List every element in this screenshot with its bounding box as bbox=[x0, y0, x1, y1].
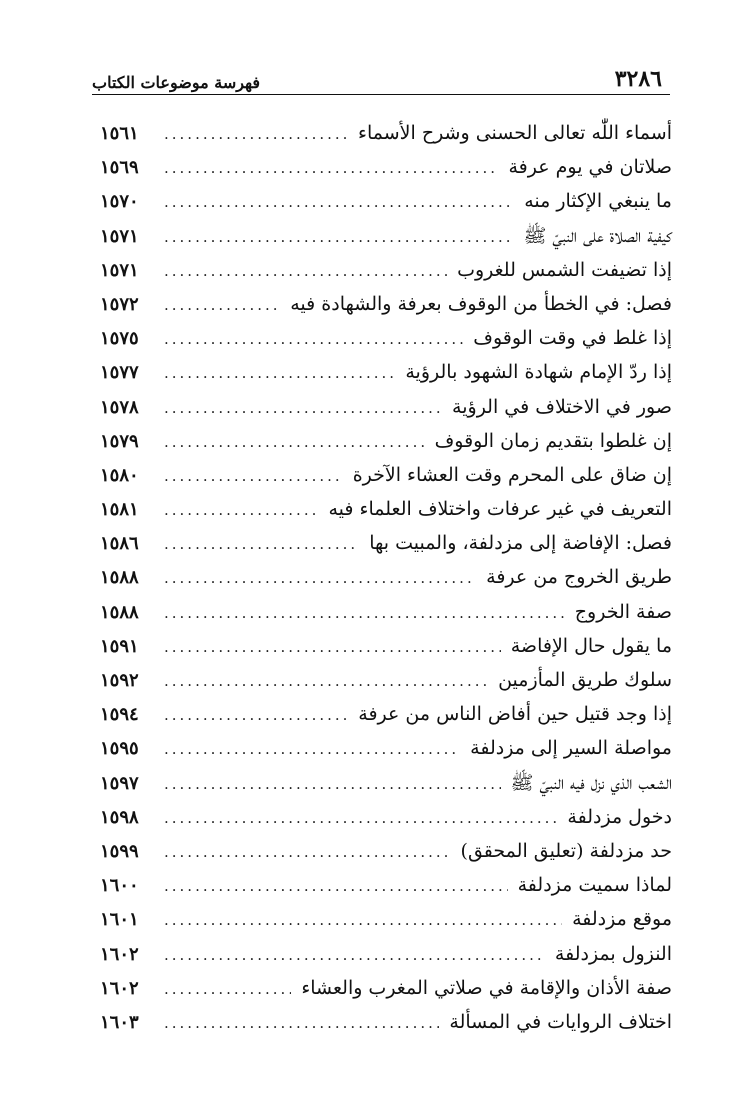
toc-entry bbox=[100, 937, 672, 971]
entry-page-number: ١٦٠٣ bbox=[100, 1011, 139, 1033]
dot-leader bbox=[164, 254, 447, 288]
entry-page-number: ١٥٩١ bbox=[100, 635, 139, 657]
entry-page-number: ١٥٧٥ bbox=[100, 328, 139, 350]
entry-page-number: ١٥٧٨ bbox=[100, 396, 139, 418]
dot-leader bbox=[164, 630, 501, 664]
running-title: فهرسة موضوعات الكتاب bbox=[92, 73, 261, 92]
dot-leader bbox=[164, 391, 442, 425]
entry-page-number: ١٥٨٨ bbox=[100, 567, 139, 589]
dot-leader bbox=[164, 698, 348, 732]
entry-page-number: ١٥٨٨ bbox=[100, 601, 139, 623]
entry-title: إذا وجد قتيل حين أفاض الناس من عرفة bbox=[358, 703, 672, 726]
entry-title: لماذا سميت مزدلفة bbox=[517, 874, 672, 897]
toc-entry bbox=[100, 321, 672, 355]
dot-leader bbox=[164, 322, 463, 356]
toc-entry bbox=[100, 458, 672, 492]
toc-entry bbox=[100, 492, 672, 526]
dot-leader bbox=[164, 596, 565, 630]
entry-title: حد مزدلفة (تعليق المحقق) bbox=[460, 839, 672, 862]
dot-leader bbox=[164, 903, 562, 937]
entry-title: طريق الخروج من عرفة bbox=[486, 566, 672, 589]
toc-entry bbox=[100, 253, 672, 287]
toc-entry bbox=[100, 595, 672, 629]
entry-title: كيفية الصلاة على النبيّ ﷺ bbox=[523, 224, 672, 247]
entry-page-number: ١٥٧٧ bbox=[100, 362, 139, 384]
dot-leader bbox=[164, 288, 280, 322]
table-of-contents bbox=[100, 116, 672, 1039]
entry-page-number: ١٥٨٠ bbox=[100, 464, 139, 486]
entry-page-number: ١٦٠٢ bbox=[100, 977, 139, 999]
dot-leader bbox=[164, 938, 545, 972]
entry-page-number: ١٥٩٢ bbox=[100, 670, 139, 691]
toc-entry bbox=[100, 560, 672, 594]
entry-title: فصل: الإفاضة إلى مزدلفة، والمبيت بها bbox=[369, 532, 672, 555]
dot-leader bbox=[164, 151, 499, 185]
dot-leader bbox=[164, 972, 291, 1006]
entry-title: إذا تضيفت الشمس للغروب bbox=[457, 258, 672, 281]
page-number: ٣٢٨٦ bbox=[614, 66, 662, 92]
entry-page-number: ١٥٧٠ bbox=[100, 191, 139, 213]
toc-entry bbox=[100, 800, 672, 834]
entry-page-number: ١٥٩٤ bbox=[100, 704, 139, 726]
dot-leader bbox=[164, 732, 460, 766]
entry-title: سلوك طريق المأزمين bbox=[498, 669, 672, 691]
toc-entry bbox=[100, 697, 672, 731]
entry-page-number: ١٥٩٥ bbox=[100, 738, 139, 760]
toc-entry bbox=[100, 629, 672, 663]
toc-entry bbox=[100, 219, 672, 253]
entry-title: التعريف في غير عرفات واختلاف العلماء فيه bbox=[328, 498, 672, 521]
dot-leader bbox=[164, 801, 557, 835]
toc-entry bbox=[100, 116, 672, 150]
dot-leader bbox=[164, 1006, 439, 1040]
dot-leader bbox=[164, 835, 451, 869]
entry-title: إن ضاق على المحرم وقت العشاء الآخرة bbox=[352, 463, 672, 486]
page-header bbox=[92, 56, 662, 92]
entry-title: صفة الأذان والإقامة في صلاتي المغرب والعشاء bbox=[301, 976, 672, 999]
dot-leader bbox=[164, 220, 513, 254]
header-rule bbox=[92, 94, 670, 95]
entry-title: النزول بمزدلفة bbox=[554, 942, 672, 965]
toc-entry bbox=[100, 663, 672, 697]
toc-entry bbox=[100, 390, 672, 424]
entry-page-number: ١٥٦١ bbox=[100, 123, 139, 144]
entry-title: إذا ردّ الإمام شهادة الشهود بالرؤية bbox=[405, 361, 672, 384]
entry-title: صلاتان في يوم عرفة bbox=[508, 156, 672, 179]
entry-title: مواصلة السير إلى مزدلفة bbox=[470, 737, 672, 760]
dot-leader bbox=[164, 459, 343, 493]
toc-entry bbox=[100, 355, 672, 389]
toc-entry bbox=[100, 287, 672, 321]
dot-leader bbox=[164, 767, 501, 801]
dot-leader bbox=[164, 493, 319, 527]
entry-page-number: ١٥٧١ bbox=[100, 225, 139, 247]
entry-page-number: ١٦٠٢ bbox=[100, 943, 139, 965]
entry-title: موقع مزدلفة bbox=[572, 908, 672, 931]
entry-title: فصل: في الخطأ من الوقوف بعرفة والشهادة فيه bbox=[290, 292, 672, 315]
dot-leader bbox=[164, 664, 488, 698]
dot-leader bbox=[164, 185, 514, 219]
entry-title: اختلاف الروايات في المسألة bbox=[449, 1010, 672, 1033]
toc-entry bbox=[100, 526, 672, 560]
entry-title: إن غلطوا بتقديم زمان الوقوف bbox=[434, 429, 672, 452]
entry-page-number: ١٥٩٧ bbox=[100, 772, 139, 794]
entry-page-number: ١٥٩٩ bbox=[100, 840, 139, 862]
toc-entry bbox=[100, 971, 672, 1005]
entry-title: صور في الاختلاف في الرؤية bbox=[452, 395, 672, 418]
entry-page-number: ١٥٦٩ bbox=[100, 157, 139, 179]
toc-entry bbox=[100, 1005, 672, 1039]
entry-title: إذا غلط في وقت الوقوف bbox=[473, 327, 672, 350]
toc-entry bbox=[100, 902, 672, 936]
entry-title: ما يقول حال الإفاضة bbox=[510, 634, 672, 657]
entry-page-number: ١٥٧٩ bbox=[100, 430, 139, 452]
dot-leader bbox=[164, 117, 348, 151]
dot-leader bbox=[164, 527, 359, 561]
entry-title: صفة الخروج bbox=[574, 600, 672, 623]
entry-page-number: ١٦٠٠ bbox=[100, 875, 139, 897]
toc-entry bbox=[100, 834, 672, 868]
toc-entry bbox=[100, 424, 672, 458]
toc-entry bbox=[100, 868, 672, 902]
toc-entry bbox=[100, 184, 672, 218]
entry-title: الشعب الذي نزل فيه النبيّ ﷺ bbox=[510, 771, 672, 794]
entry-page-number: ١٦٠١ bbox=[100, 909, 139, 931]
dot-leader bbox=[164, 561, 476, 595]
entry-title: أسماء اللّٰه تعالى الحسنى وشرح الأسماء bbox=[358, 122, 672, 144]
toc-entry bbox=[100, 150, 672, 184]
toc-entry bbox=[100, 731, 672, 765]
entry-page-number: ١٥٧١ bbox=[100, 259, 139, 281]
entry-page-number: ١٥٩٨ bbox=[100, 806, 139, 828]
entry-page-number: ١٥٨١ bbox=[100, 499, 139, 521]
entry-page-number: ١٥٧٢ bbox=[100, 293, 139, 315]
entry-page-number: ١٥٨٦ bbox=[100, 533, 139, 555]
dot-leader bbox=[164, 356, 395, 390]
dot-leader bbox=[164, 869, 508, 903]
entry-title: دخول مزدلفة bbox=[567, 805, 672, 828]
entry-title: ما ينبغي الإكثار منه bbox=[524, 190, 672, 213]
toc-entry bbox=[100, 766, 672, 800]
dot-leader bbox=[164, 425, 425, 459]
